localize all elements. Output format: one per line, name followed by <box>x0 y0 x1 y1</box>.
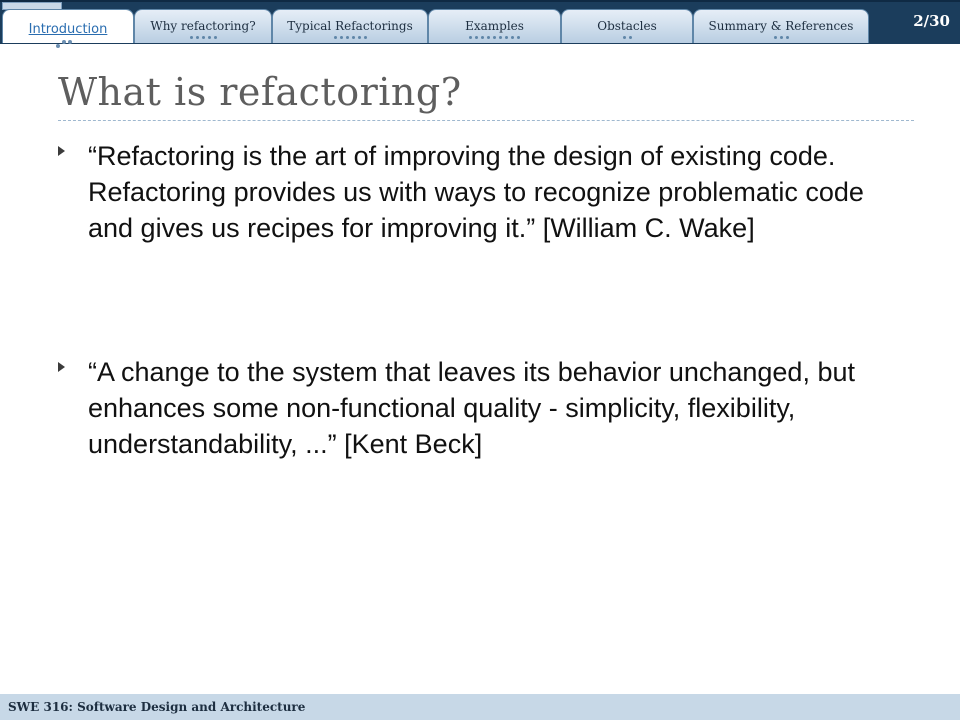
bullet-item <box>58 354 898 462</box>
tab-typical-refactorings[interactable] <box>272 9 428 43</box>
topbar-edge <box>0 0 960 2</box>
triangle-bullet-icon <box>58 146 65 156</box>
top-navigation-bar <box>0 0 960 44</box>
slide-title: What is refactoring? <box>58 70 462 114</box>
tab-label: Typical Refactorings <box>287 19 413 33</box>
tab-introduction[interactable] <box>2 9 134 43</box>
tab-label: Summary & References <box>708 19 854 33</box>
tab-progress-dots <box>135 36 271 42</box>
course-title: SWE 316: Software Design and Architecture <box>8 700 306 714</box>
bullet-text: “Refactoring is the art of improving the design of existing code. Refactoring provides us with ways to recognize problematic code and gives us recipes for improving it.” [William C. Wake] <box>88 141 864 243</box>
bullet-marker <box>58 354 88 372</box>
tab-label: Examples <box>465 19 524 33</box>
tab-summary-references[interactable] <box>693 9 869 43</box>
title-divider <box>58 120 914 121</box>
tab-progress-dots <box>273 36 427 42</box>
footer-bar <box>0 694 960 720</box>
tab-progress-dots <box>694 36 868 42</box>
bullet-marker <box>58 138 88 156</box>
tab-examples[interactable] <box>428 9 561 43</box>
triangle-bullet-icon <box>58 362 65 372</box>
tab-obstacles[interactable] <box>561 9 693 43</box>
bullet-text: “A change to the system that leaves its behavior unchanged, but enhances some non-functional quality - simplicity, flexibility, understandability, ...” [Kent Beck] <box>88 357 855 459</box>
slide-number: 2/30 <box>913 12 950 30</box>
tab-why-refactoring[interactable] <box>134 9 272 43</box>
tab-progress-dots <box>562 36 692 42</box>
tab-progress-dots <box>429 36 560 42</box>
tab-label: Introduction <box>28 22 108 37</box>
bullet-item <box>58 138 898 246</box>
tab-label: Why refactoring? <box>150 19 256 33</box>
tab-label: Obstacles <box>597 19 657 33</box>
